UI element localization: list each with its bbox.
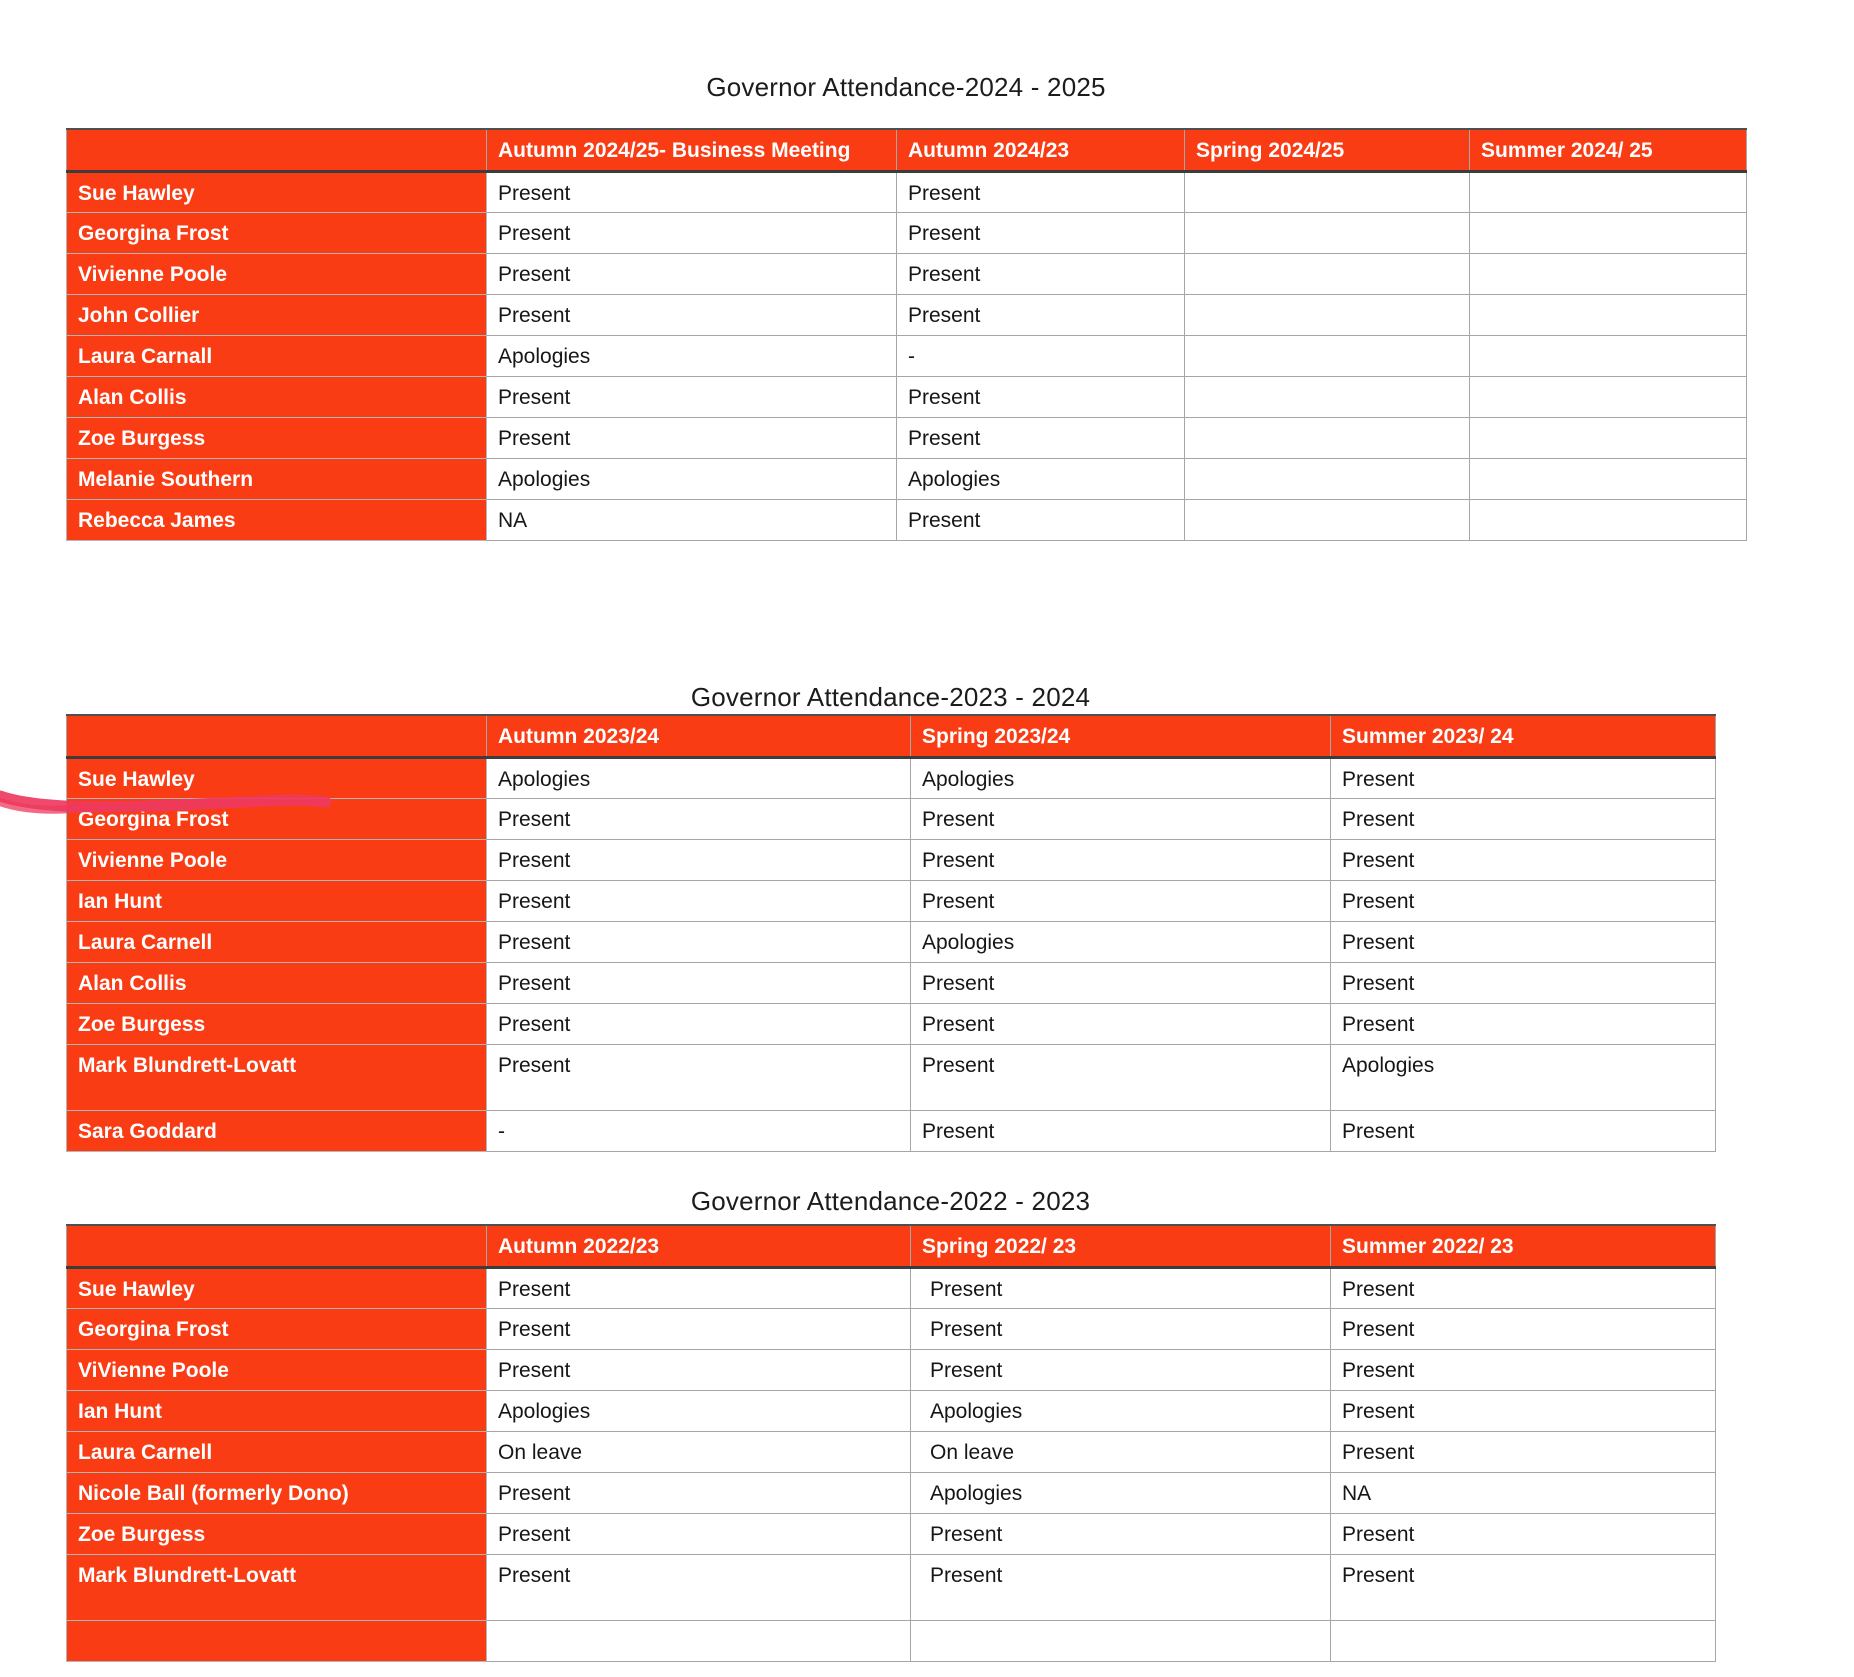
attendance-cell: Present	[911, 1003, 1331, 1044]
table-row	[67, 1513, 1716, 1554]
governor-name-cell: Ian Hunt	[67, 880, 487, 921]
attendance-cell: Present	[911, 1044, 1331, 1110]
attendance-cell	[1185, 376, 1470, 417]
governor-name-cell: Vivienne Poole	[67, 253, 487, 294]
column-header-cell: Autumn 2022/23	[487, 1225, 911, 1267]
attendance-cell	[1331, 1620, 1716, 1661]
table-row	[67, 376, 1747, 417]
attendance-cell: Apologies	[1331, 1044, 1716, 1110]
attendance-cell: Present	[911, 962, 1331, 1003]
governor-name-cell: Georgina Frost	[67, 212, 487, 253]
table-row	[67, 962, 1716, 1003]
attendance-cell	[1470, 417, 1747, 458]
attendance-cell: -	[487, 1110, 911, 1151]
attendance-cell: Present	[487, 839, 911, 880]
table-title-2022-2023: Governor Attendance-2022 - 2023	[690, 1186, 1091, 1216]
attendance-cell: Present	[1331, 1349, 1716, 1390]
attendance-cell: Present	[911, 1308, 1331, 1349]
table-row	[67, 1472, 1716, 1513]
column-header-cell: Spring 2024/25	[1185, 129, 1470, 171]
attendance-cell: Apologies	[487, 757, 911, 798]
governor-name-cell: Zoe Burgess	[67, 417, 487, 458]
attendance-cell: Present	[1331, 1431, 1716, 1472]
attendance-table-2022-2023	[66, 1224, 1716, 1662]
attendance-cell: Apologies	[911, 1472, 1331, 1513]
attendance-cell: Present	[911, 1513, 1331, 1554]
attendance-cell: Present	[897, 212, 1185, 253]
governor-name-cell: Alan Collis	[67, 376, 487, 417]
attendance-cell: Present	[487, 253, 897, 294]
table-row	[67, 839, 1716, 880]
attendance-cell	[1470, 335, 1747, 376]
governor-name-cell: Sue Hawley	[67, 171, 487, 212]
attendance-cell: Present	[1331, 798, 1716, 839]
attendance-cell: On leave	[487, 1431, 911, 1472]
column-header-cell: Autumn 2023/24	[487, 715, 911, 757]
governor-name-cell: Ian Hunt	[67, 1390, 487, 1431]
governor-name-cell: Alan Collis	[67, 962, 487, 1003]
column-header-cell: Spring 2023/24	[911, 715, 1331, 757]
attendance-cell: Present	[1331, 880, 1716, 921]
corner-header-cell	[67, 129, 487, 171]
attendance-cell	[1185, 417, 1470, 458]
attendance-cell: Present	[1331, 1513, 1716, 1554]
attendance-cell	[1185, 335, 1470, 376]
governor-name-cell: Mark Blundrett-Lovatt	[67, 1044, 487, 1110]
attendance-cell: Present	[487, 417, 897, 458]
table-row	[67, 798, 1716, 839]
attendance-cell: Apologies	[897, 458, 1185, 499]
column-header-cell: Autumn 2024/25- Business Meeting	[487, 129, 897, 171]
attendance-cell: Present	[897, 294, 1185, 335]
governor-name-cell: Sue Hawley	[67, 757, 487, 798]
attendance-cell: Present	[1331, 1110, 1716, 1151]
governor-name-cell: Melanie Southern	[67, 458, 487, 499]
attendance-cell: Present	[1331, 1308, 1716, 1349]
attendance-cell: Present	[487, 880, 911, 921]
attendance-cell: Present	[897, 376, 1185, 417]
governor-name-cell: Georgina Frost	[67, 1308, 487, 1349]
table-row	[67, 880, 1716, 921]
table-row	[67, 1003, 1716, 1044]
table-row	[67, 499, 1747, 540]
attendance-cell: Apologies	[487, 1390, 911, 1431]
attendance-cell: Present	[487, 376, 897, 417]
governor-name-cell: Rebecca James	[67, 499, 487, 540]
table-row	[67, 171, 1747, 212]
governor-name-cell: Georgina Frost	[67, 798, 487, 839]
governor-name-cell: Zoe Burgess	[67, 1003, 487, 1044]
attendance-cell: Present	[487, 1044, 911, 1110]
attendance-cell	[1470, 376, 1747, 417]
attendance-cell	[1185, 499, 1470, 540]
corner-header-cell	[67, 715, 487, 757]
attendance-cell: Apologies	[911, 921, 1331, 962]
attendance-cell: Present	[487, 962, 911, 1003]
governor-name-cell: Sara Goddard	[67, 1110, 487, 1151]
attendance-cell	[1470, 294, 1747, 335]
column-header-cell: Summer 2022/ 23	[1331, 1225, 1716, 1267]
table-row	[67, 458, 1747, 499]
attendance-cell: Present	[487, 798, 911, 839]
attendance-cell: Present	[911, 1267, 1331, 1308]
attendance-cell: Present	[487, 171, 897, 212]
attendance-cell: Present	[487, 1349, 911, 1390]
table-row	[67, 417, 1747, 458]
table-row	[67, 921, 1716, 962]
table-row	[67, 1554, 1716, 1620]
governor-name-cell	[67, 1620, 487, 1661]
attendance-cell: Present	[911, 1349, 1331, 1390]
table-row	[67, 212, 1747, 253]
table-row	[67, 1620, 1716, 1661]
attendance-cell: Present	[897, 417, 1185, 458]
attendance-cell: Present	[487, 1267, 911, 1308]
attendance-cell: On leave	[911, 1431, 1331, 1472]
attendance-cell: Present	[897, 253, 1185, 294]
governor-name-cell: Laura Carnell	[67, 921, 487, 962]
attendance-cell	[911, 1620, 1331, 1661]
attendance-cell: Present	[897, 499, 1185, 540]
attendance-cell: Present	[487, 1003, 911, 1044]
table-row	[67, 1267, 1716, 1308]
attendance-cell: Present	[1331, 1390, 1716, 1431]
column-header-cell: Spring 2022/ 23	[911, 1225, 1331, 1267]
attendance-cell: Apologies	[487, 335, 897, 376]
attendance-cell	[487, 1620, 911, 1661]
attendance-cell: Present	[911, 880, 1331, 921]
attendance-cell: Present	[487, 1308, 911, 1349]
attendance-cell: Present	[1331, 1003, 1716, 1044]
table-row	[67, 757, 1716, 798]
attendance-cell: Present	[911, 798, 1331, 839]
attendance-cell: NA	[487, 499, 897, 540]
attendance-cell: NA	[1331, 1472, 1716, 1513]
table-title-2024-2025: Governor Attendance-2024 - 2025	[706, 72, 1106, 102]
attendance-cell	[1185, 294, 1470, 335]
table-row	[67, 1431, 1716, 1472]
attendance-cell	[1185, 253, 1470, 294]
header-row	[67, 715, 1716, 757]
attendance-cell: Present	[911, 839, 1331, 880]
attendance-table-2023-2024	[66, 714, 1716, 1152]
governor-name-cell: Nicole Ball (formerly Dono)	[67, 1472, 487, 1513]
governor-name-cell: Vivienne Poole	[67, 839, 487, 880]
attendance-cell	[1185, 212, 1470, 253]
table-row	[67, 335, 1747, 376]
column-header-cell: Summer 2024/ 25	[1470, 129, 1747, 171]
attendance-cell: Present	[487, 212, 897, 253]
header-row	[67, 129, 1747, 171]
governor-name-cell: John Collier	[67, 294, 487, 335]
table-row	[67, 1110, 1716, 1151]
attendance-cell: Present	[487, 921, 911, 962]
table-row	[67, 1044, 1716, 1110]
table-title-2023-2024: Governor Attendance-2023 - 2024	[690, 682, 1091, 712]
attendance-cell: Present	[911, 1554, 1331, 1620]
attendance-cell: Apologies	[911, 757, 1331, 798]
attendance-cell	[1185, 458, 1470, 499]
attendance-cell: Present	[897, 171, 1185, 212]
governor-name-cell: Mark Blundrett-Lovatt	[67, 1554, 487, 1620]
table-row	[67, 1308, 1716, 1349]
table-row	[67, 1349, 1716, 1390]
attendance-cell	[1185, 171, 1470, 212]
attendance-cell: Present	[1331, 839, 1716, 880]
attendance-cell: Present	[487, 294, 897, 335]
attendance-cell	[1470, 171, 1747, 212]
table-row	[67, 253, 1747, 294]
governor-name-cell: Laura Carnall	[67, 335, 487, 376]
governor-name-cell: Sue Hawley	[67, 1267, 487, 1308]
attendance-cell: Present	[487, 1513, 911, 1554]
governor-name-cell: Zoe Burgess	[67, 1513, 487, 1554]
table-row	[67, 1390, 1716, 1431]
column-header-cell: Autumn 2024/23	[897, 129, 1185, 171]
attendance-cell: Present	[911, 1110, 1331, 1151]
attendance-cell: Present	[1331, 757, 1716, 798]
attendance-cell	[1470, 499, 1747, 540]
table-row	[67, 294, 1747, 335]
attendance-cell: -	[897, 335, 1185, 376]
attendance-cell: Present	[1331, 921, 1716, 962]
attendance-cell	[1470, 212, 1747, 253]
attendance-cell: Present	[1331, 962, 1716, 1003]
attendance-cell: Apologies	[487, 458, 897, 499]
attendance-cell	[1470, 253, 1747, 294]
attendance-table-2024-2025	[66, 128, 1747, 541]
attendance-cell: Present	[487, 1554, 911, 1620]
corner-header-cell	[67, 1225, 487, 1267]
attendance-cell: Present	[1331, 1554, 1716, 1620]
column-header-cell: Summer 2023/ 24	[1331, 715, 1716, 757]
attendance-cell: Present	[487, 1472, 911, 1513]
governor-name-cell: Laura Carnell	[67, 1431, 487, 1472]
attendance-cell: Present	[1331, 1267, 1716, 1308]
header-row	[67, 1225, 1716, 1267]
attendance-cell: Apologies	[911, 1390, 1331, 1431]
governor-name-cell: ViVienne Poole	[67, 1349, 487, 1390]
attendance-cell	[1470, 458, 1747, 499]
